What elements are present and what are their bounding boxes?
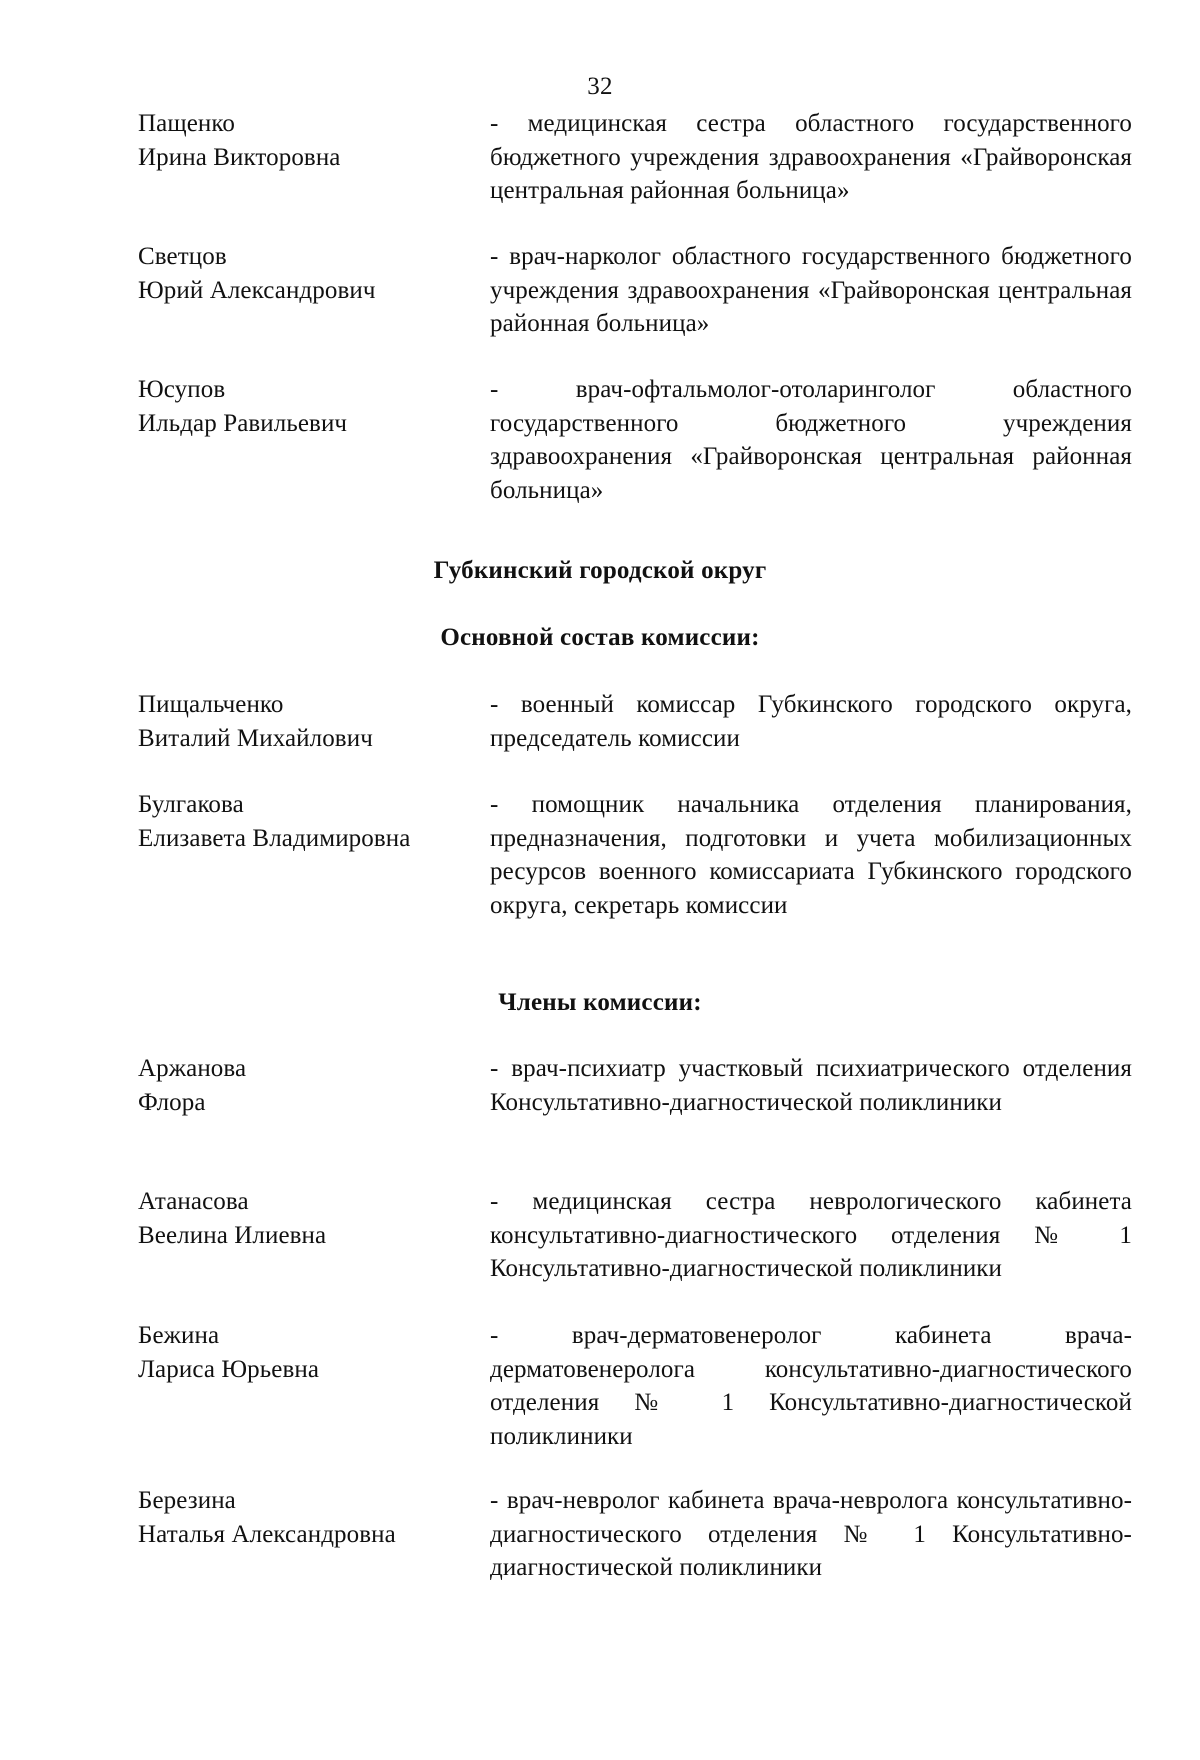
person-name bbox=[138, 1052, 490, 1119]
person-surname: Пащенко bbox=[138, 110, 235, 137]
person-name bbox=[138, 788, 490, 922]
person-surname: Пищальченко bbox=[138, 691, 284, 718]
person-name bbox=[138, 240, 490, 341]
person-name bbox=[138, 1185, 490, 1286]
person-given-names: Веелина Илиевна bbox=[138, 1221, 327, 1249]
page-number: 32 bbox=[587, 73, 613, 100]
person-given-names: Ирина Викторовна bbox=[138, 143, 341, 171]
person-surname: Атанасова bbox=[138, 1188, 249, 1215]
person-name bbox=[138, 107, 490, 208]
person-entry bbox=[138, 1484, 1132, 1585]
person-entry bbox=[138, 1319, 1132, 1453]
person-position: - помощник начальника отделения планирования, предназначения, подготовки и учета мобилизационных ресурсов военного комиссариата Губкинского городского округа, секретарь комиссии bbox=[490, 791, 1132, 919]
person-surname: Юсупов bbox=[138, 376, 226, 403]
person-surname: Светцов bbox=[138, 243, 227, 270]
members-heading: Члены комиссии: bbox=[498, 989, 702, 1016]
person-position: - медицинская сестра областного государственного бюджетного учреждения здравоохранения «Грайворонская центральная районная больница» bbox=[490, 110, 1132, 204]
person-position: - врач-дерматовенеролог кабинета врача-дерматовенеролога консультативно-диагностического отделения № 1 Консультативно-диагностической поликлиники bbox=[490, 1322, 1132, 1450]
person-given-names: Ильдар Равильевич bbox=[138, 409, 348, 437]
person-surname: Булгакова bbox=[138, 791, 244, 818]
person-position: - врач-нарколог областного государственного бюджетного учреждения здравоохранения «Грайворонская центральная районная больница» bbox=[490, 243, 1132, 337]
person-given-names: Юрий Александрович bbox=[138, 276, 376, 304]
person-given-names: Виталий Михайлович bbox=[138, 724, 373, 752]
person-given-names: Наталья Александровна bbox=[138, 1520, 396, 1548]
person-entry bbox=[138, 1185, 1132, 1286]
person-entry bbox=[138, 788, 1132, 922]
person-entry bbox=[138, 373, 1132, 507]
main-composition-heading: Основной состав комиссии: bbox=[440, 624, 760, 651]
person-surname: Бежина bbox=[138, 1322, 220, 1349]
person-surname: Аржанова bbox=[138, 1055, 247, 1082]
person-position: - военный комиссар Губкинского городского округа, председатель комиссии bbox=[490, 691, 1132, 752]
person-name bbox=[138, 688, 490, 755]
person-name bbox=[138, 1484, 490, 1585]
person-surname: Березина bbox=[138, 1487, 236, 1514]
person-position: - врач-невролог кабинета врача-невролога консультативно-диагностического отделения № 1 Консультативно-диагностической поликлиники bbox=[490, 1487, 1132, 1581]
section-title: Губкинский городской округ bbox=[433, 557, 767, 584]
person-position: - медицинская сестра неврологического кабинета консультативно-диагностического отделения № 1 Консультативно-диагностической поликлиники bbox=[490, 1188, 1132, 1282]
person-given-names: Флора bbox=[138, 1088, 206, 1116]
person-position: - врач-психиатр участковый психиатрического отделения Консультативно-диагностической поликлиники bbox=[490, 1055, 1132, 1116]
person-entry bbox=[138, 107, 1132, 208]
person-entry bbox=[138, 240, 1132, 341]
person-position: - врач-офтальмолог-отоларинголог областного государственного бюджетного учреждения здравоохранения «Грайворонская центральная районная больница» bbox=[490, 376, 1132, 504]
person-given-names: Елизавета Владимировна bbox=[138, 824, 411, 852]
person-name bbox=[138, 1319, 490, 1453]
person-entry bbox=[138, 688, 1132, 755]
person-entry bbox=[138, 1052, 1132, 1119]
person-name bbox=[138, 373, 490, 507]
person-given-names: Лариса Юрьевна bbox=[138, 1355, 320, 1383]
